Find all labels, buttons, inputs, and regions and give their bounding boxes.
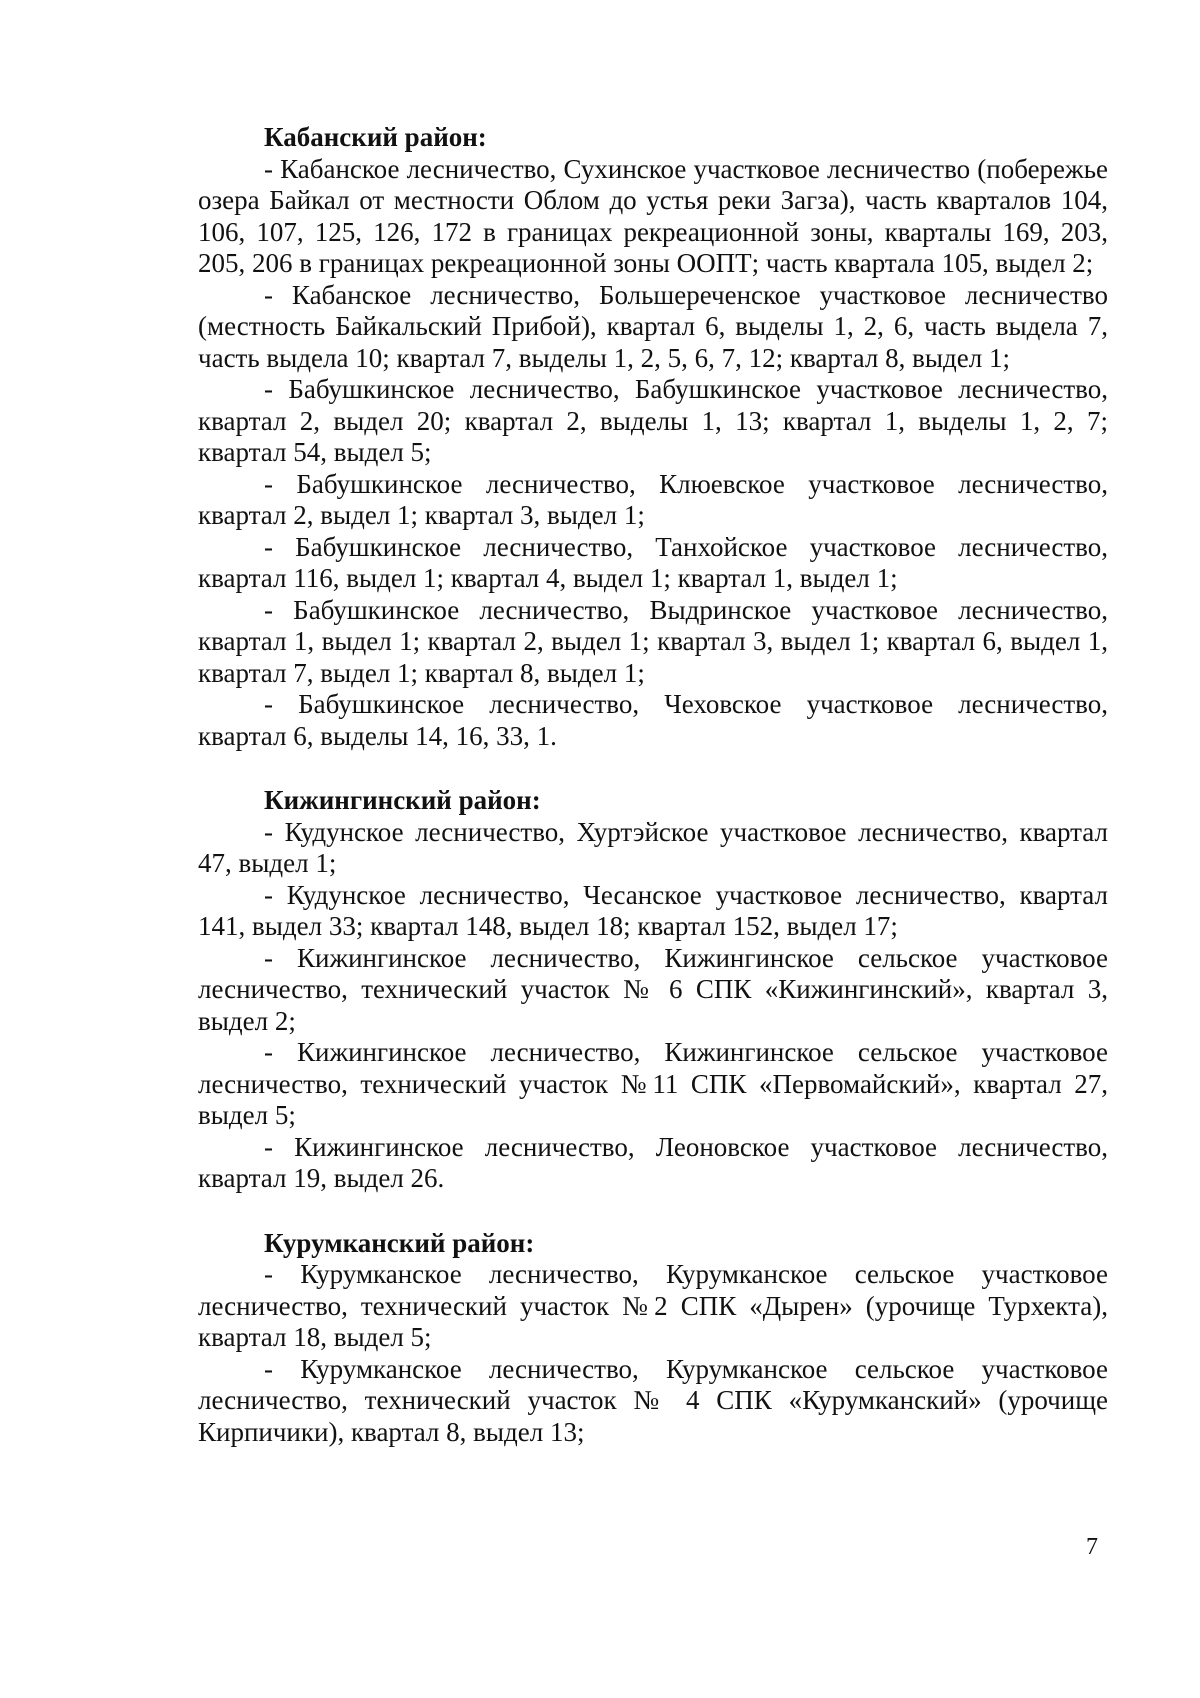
paragraph: - Кижингинское лесничество, Леоновское участковое лесничество, квартал 19, выдел 26. [198,1131,1108,1193]
paragraph: - Бабушкинское лесничество, Клюевское участковое лесничество, квартал 2, выдел 1; квартал 3, выдел 1; [198,468,1108,530]
paragraph: - Курумканское лесничество, Курумканское сельское участковое лесничество, технический участок №2 СПК «Дырен» (урочище Турхекта), квартал 18, выдел 5; [198,1259,1108,1352]
section-spacer [198,1195,1108,1228]
document-body [198,122,1108,1448]
section-spacer [198,752,1108,785]
paragraph: - Кудунское лесничество, Чесанское участковое лесничество, квартал 141, выдел 33; квартал 148, выдел 18; квартал 152, выдел 17; [198,879,1108,941]
paragraph: - Курумканское лесничество, Курумканское сельское участковое лесничество, технический участок № 4 СПК «Курумканский» (урочище Кирпичики), квартал 8, выдел 13; [198,1353,1108,1447]
section-kabansky [198,122,1108,752]
section-heading: Курумканский район: [264,1227,535,1258]
paragraph: - Кудунское лесничество, Хуртэйское участковое лесничество, квартал 47, выдел 1; [198,816,1108,878]
paragraph: - Бабушкинское лесничество, Бабушкинское участковое лесничество, квартал 2, выдел 20; квартал 2, выделы 1, 13; квартал 1, выделы 1, 2, 7; квартал 54, выдел 5; [198,374,1108,467]
section-kurumkansky [198,1228,1108,1449]
page-number: 7 [1086,1534,1098,1560]
paragraph: - Кижингинское лесничество, Кижингинское сельское участковое лесничество, технический участок №11 СПК «Первомайский», квартал 27, выдел 5; [198,1037,1108,1130]
paragraph: - Бабушкинское лесничество, Выдринское участковое лесничество, квартал 1, выдел 1; квартал 2, выдел 1; квартал 3, выдел 1; квартал 6, выдел 1, квартал 7, выдел 1; квартал 8, выдел 1; [198,594,1108,688]
section-kizhinginsky [198,785,1108,1195]
paragraph: - Бабушкинское лесничество, Чеховское участковое лесничество, квартал 6, выделы 14, 16, 33, 1. [198,689,1108,751]
paragraph: - Кабанское лесничество, Большереченское участковое лесничество (местность Байкальский Прибой), квартал 6, выделы 1, 2, 6, часть выдела 7, часть выдела 10; квартал 7, выделы 1, 2, 5, 6, 7, 12; квартал 8, выдел 1; [198,279,1108,373]
section-heading: Кабанский район: [264,122,487,152]
section-heading: Кижингинский район: [264,785,541,815]
paragraph: - Кабанское лесничество, Сухинское участковое лесничество (побережье озера Байкал от местности Облом до устья реки Загза), часть кварталов 104, 106, 107, 125, 126, 172 в границах рекреационной зоны, кварталы 169, 203, 205, 206 в границах рекреационной зоны ООПТ; часть квартала 105, выдел 2; [198,153,1108,278]
paragraph: - Бабушкинское лесничество, Танхойское участковое лесничество, квартал 116, выдел 1; квартал 4, выдел 1; квартал 1, выдел 1; [198,531,1108,593]
paragraph: - Кижингинское лесничество, Кижингинское сельское участковое лесничество, технический участок № 6 СПК «Кижингинский», квартал 3, выдел 2; [198,942,1108,1036]
